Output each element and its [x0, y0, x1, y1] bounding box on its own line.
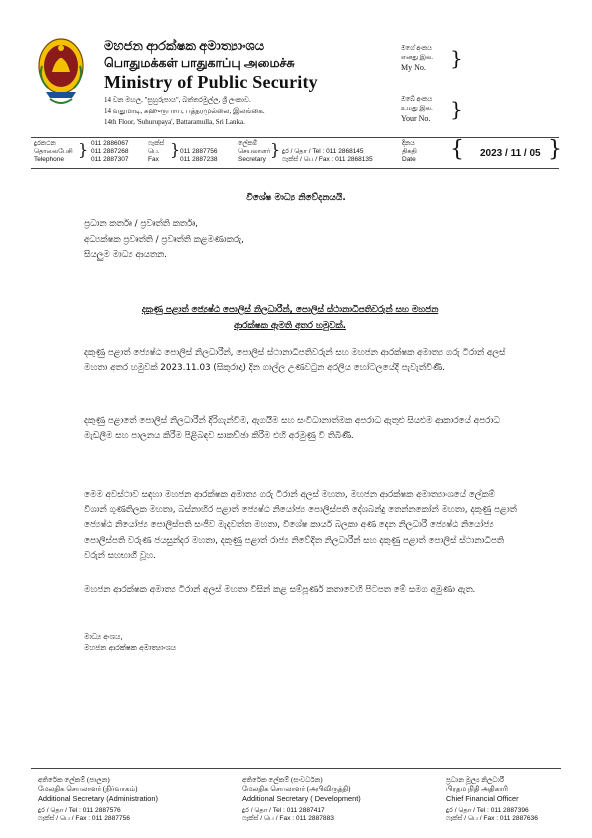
fax-label-en: Fax — [148, 156, 159, 163]
sri-lanka-emblem-icon — [36, 36, 86, 108]
subject-line: දකුණු පළාත් ජ්‍යෙෂ්ඨ පොලිස් නිලධාරීන්, පොලිස් ස්ථානාධිපතිවරුන් සහ මහජන — [141, 305, 439, 315]
secretary-label-ta: செயலாளர் — [238, 148, 271, 155]
date-label-en: Date — [402, 156, 416, 163]
address-sinhala: 14 වන මහල, "සුහුරුපාය", බත්තරමුල්ල, ශ්‍රී ලංකාව. — [104, 96, 251, 104]
paragraph-2: දකුණු පළාතේ පොලිස් නිලධාරීන් දිරිගැන්වීම, ඇගයීම සහ සංවිධානාත්මක අපරාධ ඇතුළු සියළුම ආකාරයේ අපරාධ මැඩලීම සහ පාලනය කිරීම පිළිබඳව සාකච්ඡා කිරීම එහි අරමුණු වී තිබිණි. — [84, 416, 500, 442]
recipient-line: සියලුම මාධ්‍ය ආයතන. — [84, 250, 167, 260]
footer-title-si: අතිරේක ලේකම් (සංවර්ධන) — [242, 776, 323, 784]
ministry-name-sinhala: මහජන ආරක්ෂක අමාත්‍යාංශය — [104, 38, 265, 53]
date-brace-left: { — [450, 137, 464, 162]
secretary-fax: ෆැක්ස් / பெ / Fax : 011 2868135 — [282, 156, 373, 163]
subject-line: ආරක්ෂක ඇමති අතර හමුවක්. — [234, 320, 346, 331]
footer-title-en: Additional Secretary (Administration) — [38, 794, 158, 804]
fax-number-2: 011 2887238 — [180, 156, 218, 163]
secretary-brace: } — [270, 140, 281, 159]
footer-tel: දුර / தொ / Tel : 011 2887417 — [242, 806, 325, 814]
footer-title-si: ප්‍රධාන මූල්‍ය නිලධාරී — [446, 776, 505, 784]
telephone-number-3: 011 2887307 — [91, 156, 129, 163]
footer-title-en: Additional Secretary ( Development) — [242, 794, 361, 804]
footer-admin-secretary — [38, 776, 158, 824]
your-no-label-en: Your No. — [401, 114, 431, 123]
footer-title-ta: மேலதிக செயலாளர் (அபிவிருத்தி) — [242, 785, 351, 794]
recipients — [84, 217, 244, 264]
footer-title-si: අතිරේක ලේකම් (පාලන) — [38, 776, 110, 784]
telephone-label-si: දුරකථන — [34, 140, 56, 147]
secretary-tel: දුර / தொ / Tel : 011 2868145 — [282, 148, 364, 155]
date-brace-right: } — [548, 137, 562, 162]
my-no-brace: } — [450, 46, 463, 70]
fax-label-si: ෆැක්ස් — [148, 140, 165, 147]
footer-tel: දුර / தொ / Tel : 011 2887396 — [446, 806, 529, 814]
your-no-brace: } — [450, 97, 463, 121]
footer-divider — [31, 768, 561, 769]
telephone-label-en: Telephone — [34, 156, 64, 163]
your-no-label-si: ඔබේ අංකය — [401, 96, 433, 103]
date-label-si: දිනය — [402, 140, 415, 147]
my-no-label-ta: எனது இல. — [401, 54, 433, 61]
footer-fax: ෆැක්ස් / பெ / Fax : 011 2887883 — [242, 815, 334, 823]
secretary-label-en: Secretary — [238, 156, 266, 163]
footer-fax: ෆැක්ස් / பெ / Fax : 011 2887636 — [446, 815, 538, 823]
telephone-number-1: 011 2886067 — [91, 140, 129, 147]
signature-line: මහජන ආරක්ෂක අමාත්‍යාංශය — [84, 643, 176, 652]
telephone-brace: } — [78, 140, 89, 159]
telephone-number-2: 011 2887268 — [91, 148, 129, 155]
footer-title-ta: பிரதம நிதி அதிகாரி — [446, 785, 508, 794]
secretary-label-si: ලේකම් — [238, 140, 258, 147]
footer-title-en: Chief Financial Officer — [446, 794, 519, 804]
paragraph-3: මෙම අවස්ථාව සඳහා මහජන ආරක්ෂක අමාත්‍ය ගරු ටිරාන් අලස් මහතා, මහජන ආරක්ෂක අමාත්‍යාංශයේ ලේකම් විශාන් ගුණතිලක මහතා, බස්නාහිර පළාත් ජ්‍යෙෂ්ඨ නියෝජ්‍ය පොලිස්පති දේශබන්දු තෙන්නකෝන් මහතා, දකුණු පළාත් ජ්‍යෙෂ්ඨ නියෝජ්‍ය පොලිස්පති සංජීව මැදවත්ත මහතා, විශේෂ කාර්ය බලකා අණ දෙන නිලධාරී ජ්‍යෙෂ්ඨ නියෝජ්‍ය පොලිස්පති වරුණ ජයසුන්දර මහතා, දකුණු පළාත් රාජ්‍ය නිවේදිත නිලධාරීන් සහ දකුණු පළාත් පොලිස් ස්ථානාධිපති වරුන් සහභාගී වූහ. — [84, 490, 517, 561]
my-no-label-si: මගේ අංකය — [401, 45, 432, 52]
recipient-line: අධ්‍යක්ෂක ප්‍රවෘත්ති / ප්‍රවෘත්ති කළමණාකරු, — [84, 234, 244, 245]
address-english: 14th Floor, 'Suhurupaya', Battaramulla, Sri Lanka. — [104, 118, 245, 126]
footer-chief-financial-officer — [446, 776, 538, 824]
recipient-line: ප්‍රධාන කර්තෘ / ප්‍රවෘත්ති කර්තෘ, — [84, 219, 198, 229]
signature-line: මාධ්‍ය අංශය, — [84, 632, 123, 641]
your-no-label-ta: உமது இல. — [401, 105, 433, 112]
fax-number-1: 011 2887756 — [180, 148, 218, 155]
date-label-ta: திகதி — [402, 148, 417, 155]
footer-fax: ෆැක්ස් / பெ / Fax : 011 2887756 — [38, 815, 130, 823]
ministry-name-english: Ministry of Public Security — [104, 72, 318, 92]
footer-tel: දුර / தொ / Tel : 011 2887576 — [38, 806, 121, 814]
address-tamil: 14 வதுமாடி, சுஹுருபாய, பத்தரமுல்லை, இலங்கை. — [104, 107, 265, 115]
footer-title-ta: மேலதிக செயலாளர் (நிர்வாகம்) — [38, 785, 138, 794]
signature-block — [84, 631, 176, 653]
telephone-label-ta: தொலைபேசி — [34, 148, 73, 155]
subject — [60, 303, 520, 334]
date-value: 2023 / 11 / 05 — [480, 148, 541, 159]
notice-heading: විශේෂ මාධ්‍ය නිවේදනයයි. — [246, 193, 346, 203]
paragraph-1: දකුණු පළාත් ජ්‍යෙෂ්ඨ පොලිස් නිලධාරීන්, පොලිස් ස්ථානාධිපතිවරුන් සහ මහජන ආරක්ෂක අමාත්‍ය ගරු ටිරාන් අලස් මහතා අතර හමුවක් 2023.11.03 (සිකුරාදා) දින ගාල්ල උණවටුන අරලිය හෝටලයේදී පැවැත්විණි. — [84, 348, 506, 374]
fax-label-ta: பெ. — [148, 148, 160, 155]
footer-development-secretary — [242, 776, 361, 824]
fax-brace: } — [170, 140, 181, 159]
my-no-label-en: My No. — [401, 63, 426, 72]
ministry-name-tamil: பொதுமக்கள் பாதுகாப்பு அமைச்சு — [104, 56, 295, 70]
paragraph-4: මහජන ආරක්ෂක අමාත්‍ය ටිරාන් අලස් මහතා විසින් කළ සම්පූර්ණ කතාවෙහි පිටපත මේ සමග අමුණා ඇත. — [84, 585, 476, 595]
